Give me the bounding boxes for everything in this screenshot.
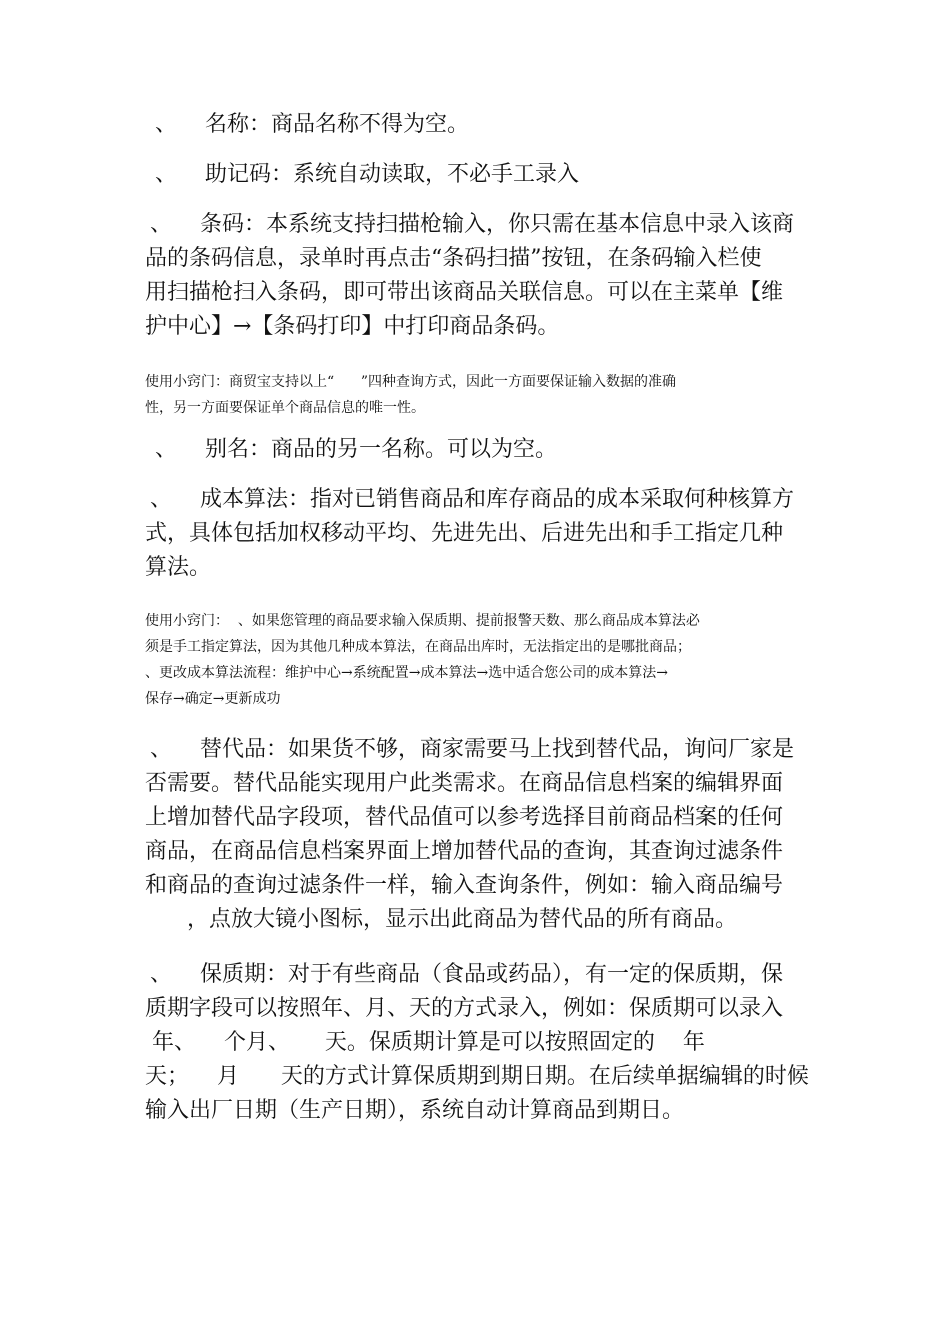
- tip2-line-4: 保存→确定→更新成功: [145, 691, 281, 707]
- tip1-line-2: 性，另一方面要保证单个商品信息的唯一性。: [145, 400, 425, 416]
- substitute-line-6: ，点放大镜小图标，显示出此商品为替代品的所有商品。: [145, 907, 737, 932]
- alias-line-1: 、 别名：商品的另一名称。可以为空。: [155, 437, 557, 462]
- tip2-line-1: 使用小窍门： 、如果您管理的商品要求输入保质期、提前报警天数、那么商品成本算法必: [145, 613, 700, 629]
- barcode-line-2: 品的条码信息，录单时再点击“条码扫描”按钮，在条码输入栏使: [145, 246, 762, 271]
- name-line-1: 、 名称：商品名称不得为空。: [155, 112, 469, 137]
- cost-method-line-3: 算法。: [145, 555, 212, 580]
- shelf-life-line-4: 天； 月 天的方式计算保质期到期日期。在后续单据编辑的时候: [145, 1064, 809, 1089]
- substitute-line-1: 、 替代品：如果货不够，商家需要马上找到替代品，询问厂家是: [150, 737, 794, 762]
- cost-method-line-1: 、 成本算法：指对已销售商品和库存商品的成本采取何种核算方: [150, 487, 794, 512]
- shelf-life-line-5: 输入出厂日期（生产日期），系统自动计算商品到期日。: [145, 1098, 685, 1123]
- substitute-line-5: 和商品的查询过滤条件一样，输入查询条件，例如：输入商品编号: [145, 873, 784, 898]
- shelf-life-line-3: 年、 个月、 天。保质期计算是可以按照固定的 年: [145, 1030, 705, 1055]
- mnemonic-line-1: 、 助记码：系统自动读取，不必手工录入: [155, 162, 579, 187]
- barcode-line-1: 、 条码：本系统支持扫描枪输入，你只需在基本信息中录入该商: [150, 212, 794, 237]
- substitute-line-2: 否需要。替代品能实现用户此类需求。在商品信息档案的编辑界面: [145, 771, 784, 796]
- tip1-line-1: 使用小窍门：商贸宝支持以上“ ”四种查询方式，因此一方面要保证输入数据的准确: [145, 374, 677, 390]
- shelf-life-line-1: 、 保质期：对于有些商品（食品或药品），有一定的保质期，保: [150, 962, 783, 987]
- substitute-line-4: 商品，在商品信息档案界面上增加替代品的查询，其查询过滤条件: [145, 839, 784, 864]
- barcode-line-3: 用扫描枪扫入条码，即可带出该商品关联信息。可以在主菜单【维: [145, 280, 784, 305]
- barcode-line-4: 护中心】→【条码打印】中打印商品条码。: [145, 314, 560, 339]
- tip2-line-2: 须是手工指定算法，因为其他几种成本算法，在商品出库时，无法指定出的是哪批商品；: [145, 639, 691, 655]
- shelf-life-line-2: 质期字段可以按照年、月、天的方式录入，例如：保质期可以录入: [145, 996, 784, 1021]
- substitute-line-3: 上增加替代品字段项，替代品值可以参考选择目前商品档案的任何: [145, 805, 784, 830]
- cost-method-line-2: 式，具体包括加权移动平均、先进先出、后进先出和手工指定几种: [145, 521, 784, 546]
- tip2-line-3: 、更改成本算法流程：维护中心→系统配置→成本算法→选中适合您公司的成本算法→: [145, 665, 668, 681]
